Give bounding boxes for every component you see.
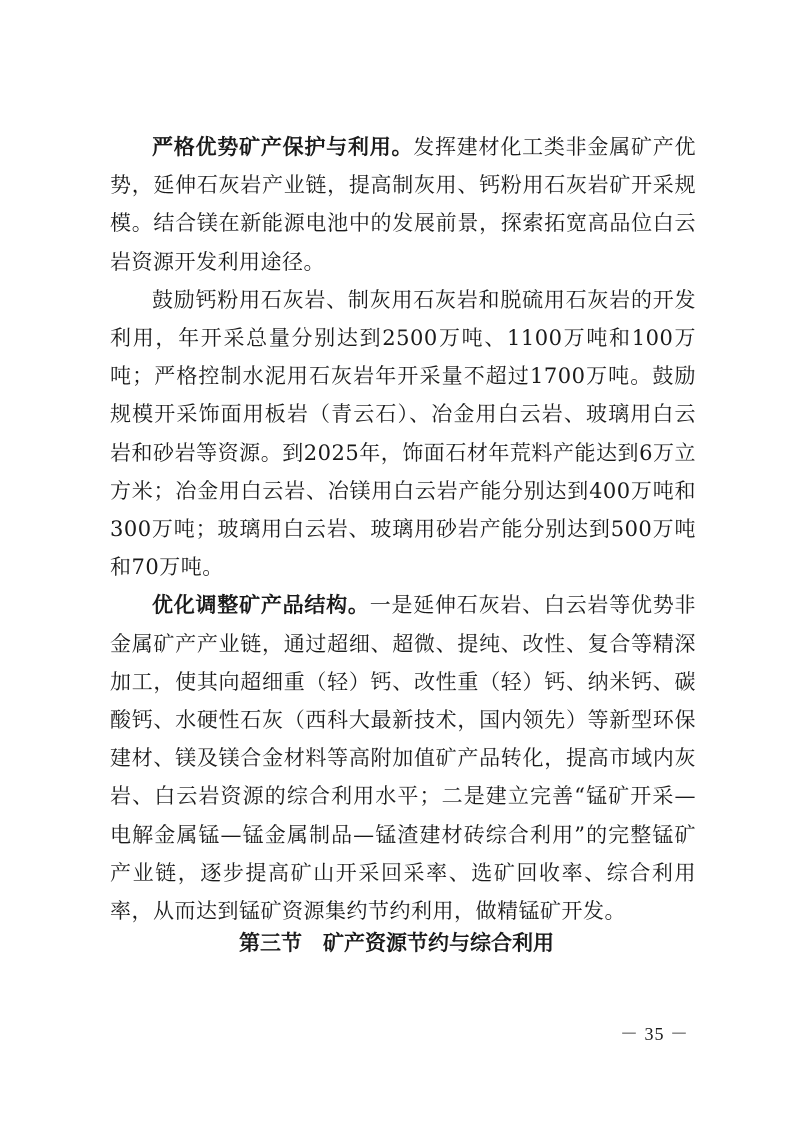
paragraph-mineral-protection bbox=[110, 128, 696, 281]
paragraph-limestone-targets bbox=[110, 281, 696, 587]
section-heading: 第三节 矿产资源节约与综合利用 bbox=[239, 931, 554, 955]
body-text bbox=[110, 128, 696, 930]
paragraph-lead: 严格优势矿产保护与利用。 bbox=[152, 134, 414, 159]
paragraph-text: 发挥建材化工类非金属矿产优势，延伸石灰岩产业链，提高制灰用、钙粉用石灰岩矿开采规模。结合镁在新能源电池中的发展前景，探索拓宽高品位白云岩资源开发利用途径。 bbox=[110, 135, 696, 274]
paragraph-text: 一是延伸石灰岩、白云岩等优势非金属矿产产业链，通过超细、超微、提纯、改性、复合等精深加工，使其向超细重（轻）钙、改性重（轻）钙、纳米钙、碳酸钙、水硬性石灰（西科大最新技术，国内领先）等新型环保建材、镁及镁合金材料等高附加值矿产品转化，提高市域内灰岩、白云岩资源的综合利用水平；二是建立完善“锰矿开采—电解金属锰—锰金属制品—锰渣建材砖综合利用”的完整锰矿产业链，逐步提高矿山开采回采率、选矿回收率、综合利用率，从而达到锰矿资源集约节约利用，做精锰矿开发。 bbox=[110, 593, 697, 924]
paragraph-lead: 优化调整矿产品结构。 bbox=[152, 592, 370, 618]
page-number: － 35 － bbox=[620, 1024, 689, 1044]
paragraph-text: 鼓励钙粉用石灰岩、制灰用石灰岩和脱硫用石灰岩的开发利用，年开采总量分别达到2500万吨、1100万吨和100万吨；严格控制水泥用石灰岩年开采量不超过1700万吨。鼓励规模开采饰面用板岩（青云石）、冶金用白云岩、玻璃用白云岩和砂岩等资源。到2025年，饰面石材年荒料产能达到6万立方米；冶金用白云岩、冶镁用白云岩产能分别达到400万吨和300万吨；玻璃用白云岩、玻璃用砂岩产能分别达到500万吨和70万吨。 bbox=[110, 287, 696, 580]
paragraph-product-structure bbox=[110, 586, 696, 930]
